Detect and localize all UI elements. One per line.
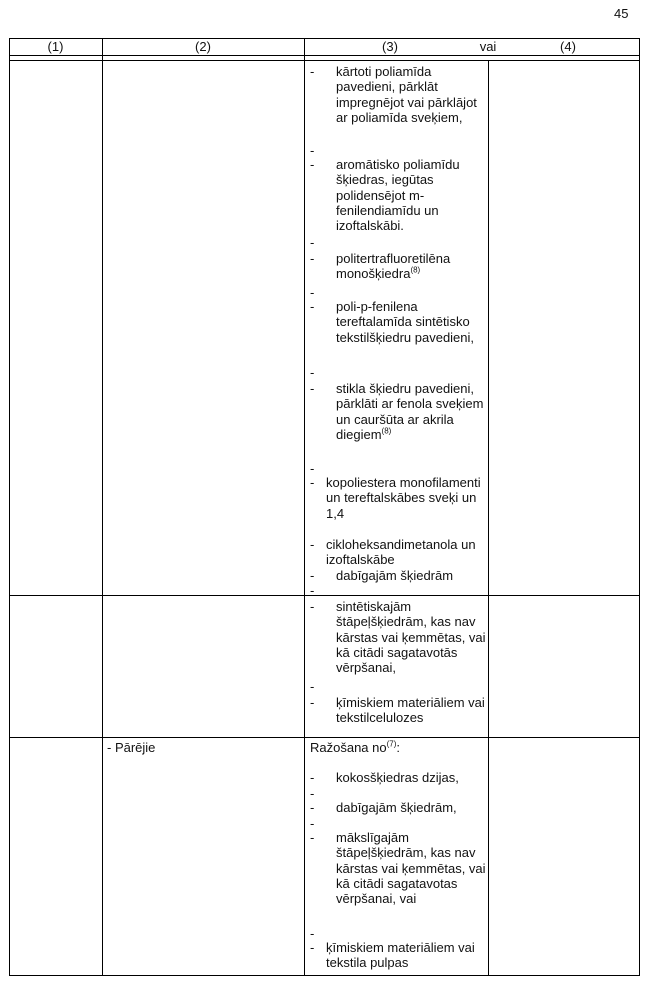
intro-text: Ražošana $no^{(7)}$: (310, 739, 401, 755)
column-divider-1 (102, 38, 103, 976)
list-item: - cikloheksandimetanola un izoftalskābe (310, 537, 486, 568)
list-item-text: sintētiskajām štāpeļšķiedrām, kas nav kārstas vai ķemmētas, vai kā citādi sagatavotās vērpšanai, (336, 599, 486, 676)
footnote-ref: (8) (381, 426, 392, 436)
list-item-text: cikloheksandimetanola un izoftalskābe (326, 537, 476, 568)
list-item: - (310, 926, 315, 941)
table-right-border (639, 38, 640, 976)
list-item: - (310, 285, 315, 300)
header-col4: (4) (560, 39, 576, 54)
footnote-ref: (7) (386, 739, 397, 749)
row2-col3 (310, 599, 486, 726)
list-item: - dabīgajām šķiedrām, (310, 800, 486, 816)
list-item: - (310, 816, 315, 831)
list-item: - (310, 461, 315, 476)
list-item: - ķīmiskiem materiāliem vai tekstilcelulozes (310, 695, 485, 726)
row3-col3 (310, 740, 486, 971)
list-item: - ķīmiskiem materiāliem vai tekstila pulpas (310, 940, 486, 971)
page-number: 45 (614, 6, 629, 21)
header-or: vai (479, 39, 497, 54)
list-item: - poli-p-fenilena tereftalamīda sintētisko tekstilšķiedru pavedieni, (310, 299, 486, 361)
header-col1: (1) (47, 39, 64, 54)
row1-col3 (310, 64, 486, 597)
table-left-border (9, 38, 10, 976)
list-item: - (310, 679, 315, 694)
column-divider-2 (304, 38, 305, 976)
footnote-ref: (8) (410, 265, 421, 275)
row1-top-border (9, 60, 640, 61)
list-item-text: poli-p-fenilena tereftalamīda sintētisko tekstilšķiedru pavedieni, (336, 299, 475, 345)
list-item: - (310, 235, 315, 250)
list-item: - kārtoti poliamīda pavedieni, pārklāt impregnējot vai pārklājot ar poliamīda sveķiem, (310, 64, 486, 139)
row3-top-border (9, 737, 640, 738)
list-item: - (310, 143, 315, 158)
list-item-text: ķīmiskiem materiāliem vai tekstila pulpas (326, 940, 475, 971)
list-item-text: kārtoti poliamīda pavedieni, pārklāt impregnējot vai pārklājot ar poliamīda sveķiem, (336, 64, 477, 125)
list-item: - stikla šķiedru pavedieni, pārklāti ar fenola sveķiem un cauršūta ar akrila diegiem$^{(8)}$ (310, 381, 484, 442)
header-col2: (2) (195, 39, 211, 54)
list-item: - mākslīgajām štāpeļšķiedrām, kas nav kārstas vai ķemmētas, vai kā citādi sagatavotas vērpšanai, vai (310, 830, 486, 907)
list-item-text: kokosšķiedras dzijas, (336, 770, 459, 785)
list-item-text: dabīgajām šķiedrām (336, 568, 454, 583)
list-item-text: dabīgajām šķiedrām, (336, 800, 457, 815)
list-item: - politertrafluoretilēna monošķiedra$^{(8)}$ (310, 251, 451, 282)
list-item: - kopoliestera monofilamenti un tereftalskābes sveķi un 1,4 (310, 475, 486, 537)
list-item: - (310, 786, 315, 801)
list-item: - aromātisko poliamīdu šķiedras, iegūtas polidensējot m-fenilendiamīdu un izoftalskābi. (310, 157, 486, 233)
list-item: - kokosšķiedras dzijas, (310, 770, 486, 786)
header-col3: (3) (382, 39, 398, 54)
list-item: - (310, 365, 315, 380)
table-bottom-border (9, 975, 640, 976)
list-item-text: aromātisko poliamīdu šķiedras, iegūtas polidensējot m-fenilendiamīdu un izoftalskābi. (336, 157, 460, 234)
list-item: - (310, 583, 315, 598)
list-item-text: ķīmiskiem materiāliem vai tekstilcelulozes (336, 695, 485, 726)
row3-col2: - Pārējie (107, 740, 156, 755)
list-item: - dabīgajām šķiedrām (310, 568, 486, 583)
list-item-text: kopoliestera monofilamenti un tereftalskābes sveķi un 1,4 (326, 475, 481, 521)
list-item-text: mākslīgajām štāpeļšķiedrām, kas nav kārstas vai ķemmētas, vai kā citādi sagatavotas vērpšanai, vai (336, 830, 486, 907)
header-bottom-border (9, 55, 640, 56)
list-item: - sintētiskajām štāpeļšķiedrām, kas nav kārstas vai ķemmētas, vai kā citādi sagatavotās vērpšanai, (310, 599, 486, 676)
list-item-text: politertrafluoretilēna monošķiedra (336, 251, 451, 282)
column-divider-3 (488, 60, 489, 976)
list-item-text: stikla šķiedru pavedieni, pārklāti ar fenola sveķiem un cauršūta ar akrila diegiem (336, 381, 484, 442)
